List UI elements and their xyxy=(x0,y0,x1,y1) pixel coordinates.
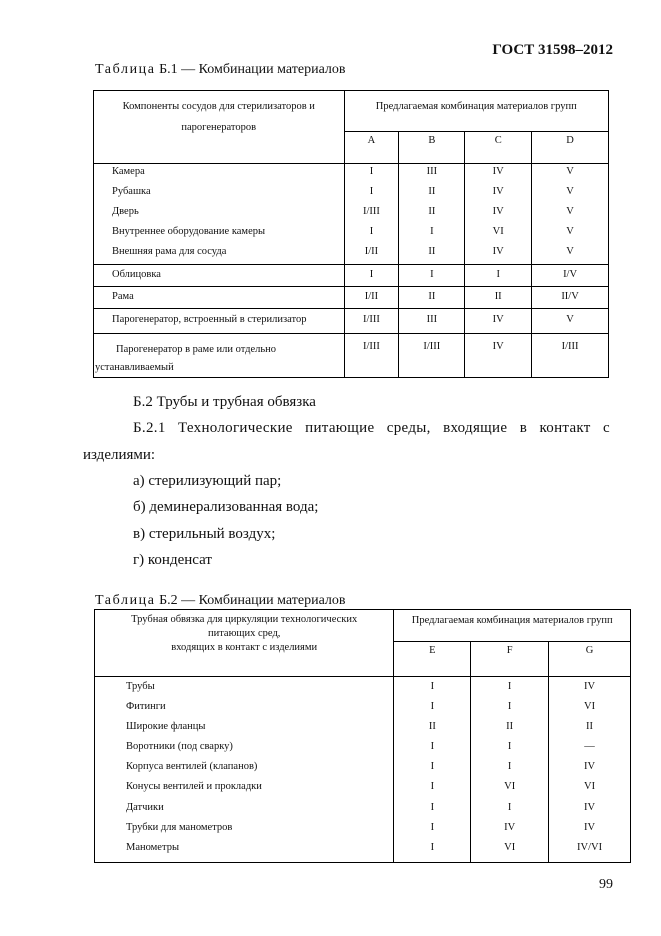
table2-caption xyxy=(95,593,346,609)
table2-col-f: F xyxy=(471,642,549,677)
table-cell: I xyxy=(471,757,549,777)
list-item: в) стерильный воздух; xyxy=(133,526,276,542)
table-cell: II xyxy=(549,717,631,737)
table-cell: I xyxy=(471,677,549,697)
table-cell: IV xyxy=(549,677,631,697)
table2-col1-header-line1: Трубная обвязка для циркуляции технологических xyxy=(131,614,358,625)
table-cell: IV xyxy=(465,244,532,265)
table1-col1-header: Компоненты сосудов для стерилизаторов и парогенераторов xyxy=(94,91,345,164)
table-cell: II/V xyxy=(532,287,609,309)
table-row: Трубы xyxy=(126,681,155,692)
table-cell: V xyxy=(532,309,609,334)
table-row: Трубки для манометров xyxy=(126,821,233,833)
table1-last-row-line2: устанавливаемый xyxy=(95,362,174,373)
table-cell: I xyxy=(394,697,471,717)
table-cell: — xyxy=(549,737,631,757)
table-cell: I/III xyxy=(532,334,609,378)
table-cell: I xyxy=(471,697,549,717)
table-cell: I/V xyxy=(532,265,609,287)
table-cell: I xyxy=(344,265,399,287)
table-cell: IV/VI xyxy=(549,838,631,862)
table-row: Парогенератор, встроенный в стерилизатор xyxy=(94,309,345,334)
table-cell: I/III xyxy=(399,334,465,378)
table2-col-e: E xyxy=(394,642,471,677)
table-cell: I xyxy=(471,737,549,757)
table-row: Рубашка xyxy=(112,185,151,197)
table-cell: IV xyxy=(549,757,631,777)
table-cell: IV xyxy=(465,334,532,378)
table-row: Облицовка xyxy=(94,265,345,287)
table-cell: I xyxy=(399,224,465,244)
table-cell: I xyxy=(399,265,465,287)
table-cell: II xyxy=(471,717,549,737)
table-cell: II xyxy=(399,204,465,224)
table-cell: III xyxy=(399,164,465,184)
section-paragraph-line2: изделиями: xyxy=(83,447,156,463)
table-cell: V xyxy=(532,244,609,265)
table-row: Внутреннее оборудование камеры xyxy=(112,225,266,237)
table-cell: V xyxy=(532,204,609,224)
table-cell: II xyxy=(394,717,471,737)
table-row: Конусы вентилей и прокладки xyxy=(126,781,262,793)
table2-col1-header xyxy=(95,610,394,677)
table-row: Дверь xyxy=(112,205,139,217)
table1-col-b: B xyxy=(399,132,465,164)
table-cell: I xyxy=(394,757,471,777)
document-header: ГОСТ 31598–2012 xyxy=(492,42,613,58)
table2 xyxy=(94,609,631,863)
table-cell: VI xyxy=(465,224,532,244)
table-cell: III xyxy=(399,309,465,334)
table-cell: I xyxy=(394,777,471,797)
table-row: Внешняя рама для сосуда xyxy=(94,244,345,265)
table-cell: II xyxy=(399,244,465,265)
table-row: Корпуса вентилей (клапанов) xyxy=(126,761,258,773)
table-cell: IV xyxy=(549,798,631,818)
table-cell: I/III xyxy=(344,204,399,224)
table-cell: V xyxy=(532,164,609,184)
list-item: г) конденсат xyxy=(133,552,212,568)
table-row: Манометры xyxy=(126,842,179,853)
table-cell: I xyxy=(344,164,399,184)
table-cell: IV xyxy=(465,164,532,184)
table-cell: II xyxy=(399,287,465,309)
table2-caption-prefix: Таблица xyxy=(95,593,156,608)
table2-caption-rest: Б.2 — Комбинации материалов xyxy=(155,593,346,608)
table-cell: I xyxy=(344,224,399,244)
table-cell: I xyxy=(394,677,471,697)
table1-col-a: A xyxy=(344,132,399,164)
table2-col1-header-line2: питающих сред, xyxy=(207,628,281,639)
section-paragraph-line1: Б.2.1 Технологические питающие среды, входящие в контакт с xyxy=(133,420,610,436)
table2-col-g: G xyxy=(549,642,631,677)
table-cell: VI xyxy=(471,838,549,862)
table-cell: VI xyxy=(549,697,631,717)
list-item: а) стерилизующий пар; xyxy=(133,473,282,489)
table-cell: IV xyxy=(549,818,631,838)
table-row: Широкие фланцы xyxy=(126,720,206,732)
table-cell: VI xyxy=(471,777,549,797)
table-cell: IV xyxy=(465,184,532,204)
table1-last-row-line1: Парогенератор в раме или отдельно xyxy=(116,344,277,355)
table-cell: I xyxy=(394,838,471,862)
table-row: Камера xyxy=(112,166,145,177)
table-cell: V xyxy=(532,224,609,244)
table1 xyxy=(93,90,609,378)
table-cell: IV xyxy=(465,204,532,224)
table-row: Датчики xyxy=(126,801,164,813)
section-heading: Б.2 Трубы и трубная обвязка xyxy=(133,394,316,410)
table1-col-d: D xyxy=(532,132,609,164)
table-cell: I/III xyxy=(344,309,399,334)
table1-caption-prefix: Таблица xyxy=(95,62,156,77)
table-row: Воротники (под сварку) xyxy=(126,741,233,753)
table-cell: I/II xyxy=(344,244,399,265)
table-cell: I xyxy=(344,184,399,204)
table-cell: I xyxy=(394,818,471,838)
page-number: 99 xyxy=(599,877,613,892)
table-row xyxy=(94,334,345,378)
table1-caption xyxy=(95,62,346,78)
table-cell: I xyxy=(394,798,471,818)
table-cell: V xyxy=(532,184,609,204)
list-item: б) деминерализованная вода; xyxy=(133,499,319,515)
table-cell: II xyxy=(399,184,465,204)
table-cell: I/II xyxy=(344,287,399,309)
table-cell: IV xyxy=(465,309,532,334)
table-cell: I xyxy=(471,798,549,818)
table-cell: IV xyxy=(471,818,549,838)
table-row: Рама xyxy=(94,287,345,309)
table-cell: II xyxy=(465,287,532,309)
table-cell: VI xyxy=(549,777,631,797)
table1-group-header: Предлагаемая комбинация материалов групп xyxy=(344,91,609,132)
table1-caption-rest: Б.1 — Комбинации материалов xyxy=(155,62,346,77)
table-cell: I/III xyxy=(344,334,399,378)
table-row: Фитинги xyxy=(126,700,166,712)
table2-group-header: Предлагаемая комбинация материалов групп xyxy=(394,610,631,642)
table-cell: I xyxy=(394,737,471,757)
table1-col-c: C xyxy=(465,132,532,164)
table2-col1-header-line3: входящих в контакт с изделиями xyxy=(171,642,318,653)
table-cell: I xyxy=(465,265,532,287)
